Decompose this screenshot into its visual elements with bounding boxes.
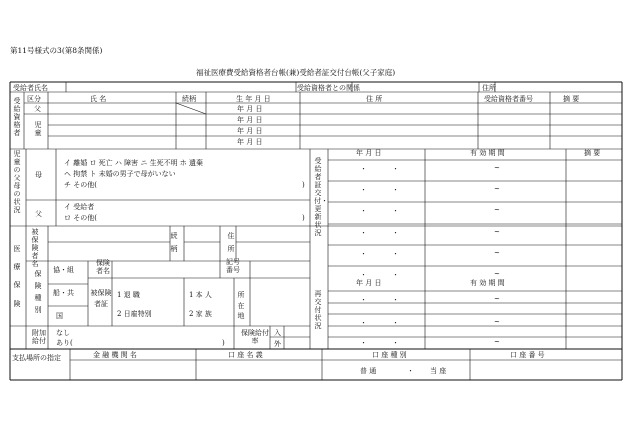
mother-close-paren: ) [302,181,305,189]
date-dot: ・ [360,229,367,237]
holder-label: 口 座 名 義 [228,351,263,359]
date-dot: ・ [392,271,399,279]
insured-label: 被保険者名 [31,228,39,269]
mother-label: 母 [35,171,42,179]
date-dot: ・ [392,229,399,237]
validity-tilde: ~ [494,249,500,257]
funaki-label: 船・共 [53,289,74,297]
rate-out-label: 外 [274,340,281,348]
acct-type-toza: 当 座 [430,367,447,375]
cert-label: 被保険者証 [90,289,112,308]
acct-number-label: 口 座 番 号 [510,351,545,359]
insurer-label: 保険者名 [96,259,110,276]
father-option-1: イ 受給者 [64,203,95,211]
form-title: 福祉医療費受給資格者台帳(兼)受給者証交付台帳(父子家庭) [196,68,396,77]
kigo-label: 記号番号 [226,258,240,275]
date-dot: ・ [392,339,399,347]
addon-none: なし [56,329,70,337]
validity-tilde: ~ [494,338,500,346]
father-row-label: 父 [34,105,41,113]
date-dot: ・ [360,207,367,215]
dob-row-2: 年 月 日 [237,116,263,124]
father-label: 父 [35,210,42,218]
ins-address-label: 住所 [227,232,235,254]
mother-options-1: イ 離婚 ロ 死亡 ハ 障害 ニ 生死不明 ホ 遺棄 [64,159,204,167]
date-dot: ・ [392,319,399,327]
mother-options-3: チ その他( [64,181,97,189]
address-label: 住所 [482,84,496,92]
date-dot: ・ [360,339,367,347]
form-number: 第11号様式の3(第8条関係) [10,46,103,55]
family-option: 2 家 族 [189,310,212,318]
date-dot: ・ [360,165,367,173]
grid-line [176,103,206,114]
child-row-label: 児 童 [34,121,42,138]
kubun-label: 区分 [27,95,41,103]
name-col-label: 氏 名 [90,95,107,103]
father-close-paren: ) [302,214,305,222]
dob-col-label: 生 年 月 日 [236,95,271,103]
date-dot: ・ [392,165,399,173]
dob-row-3: 年 月 日 [237,127,263,135]
applicant-name-label: 受給者氏名 [13,84,48,92]
addon-yes: あり( [56,339,73,347]
date-dot: ・ [392,186,399,194]
addon-label: 附加給付 [32,329,46,346]
validity-tilde: ~ [494,228,500,236]
date-dot: ・ [360,186,367,194]
self-option: 1 本 人 [189,291,212,299]
dob-row-4: 年 月 日 [237,138,263,146]
date-dot: ・ [392,250,399,258]
date-dot: ・ [360,296,367,304]
rate-in-label: 入 [274,329,281,337]
validity-tilde: ~ [494,270,500,278]
date-dot: ・ [392,207,399,215]
validity-tilde: ~ [494,206,500,214]
parents-side-label: 児童の父母の状況 [13,150,21,215]
issue-validity-label: 有 効 期 間 [470,149,505,157]
relation-label: 受給資格者との関係 [297,84,360,92]
addon-close-paren: ) [222,339,225,347]
location-label: 所在地 [237,291,245,320]
issue-remarks-label: 摘 要 [584,149,601,157]
kyokai-label: 協・組 [53,266,74,274]
reissue-validity-label: 有 効 期 間 [470,279,505,287]
remarks-col-label: 摘 要 [563,95,580,103]
payment-side-label: 支払場所の指定 [12,354,61,362]
reissue-ymd-label: 年 月 日 [356,279,382,287]
acct-type-futsu: 普 通 [360,367,377,375]
reissue-side-label: 再交付状況 [314,290,322,331]
issue-ymd-label: 年 月 日 [356,149,382,157]
ins-relation-label: 続柄 [170,232,178,254]
date-dot: ・ [360,250,367,258]
relation-col-label: 続柄 [182,95,196,103]
number-col-label: 受給資格者番号 [484,95,533,103]
date-dot: ・ [360,271,367,279]
date-dot: ・ [360,319,367,327]
eligible-side-label: 受給資格者 [13,97,21,138]
mother-options-2: ヘ 拘禁 ト 未婚の男子で母がいない [64,170,176,178]
ins-type-label: 保険種別 [34,270,42,314]
kuni-label: 国 [56,312,63,320]
validity-tilde: ~ [494,318,500,326]
acct-type-label: 口 座 種 別 [372,351,407,359]
address-col-label: 住 所 [366,95,383,103]
father-option-2: ロ その他( [64,214,97,222]
validity-tilde: ~ [494,295,500,303]
insurance-side-label: 医療保険 [13,245,21,308]
issue-side-label: 受給者証交付・更新状況 [314,157,328,238]
date-dot: ・ [392,296,399,304]
cert-option-2: 2 日雇特別 [117,310,152,318]
rate-label: 保険給付率 [241,329,269,346]
dob-row-1: 年 月 日 [237,105,263,113]
bank-label: 金 融 機 関 名 [93,351,137,359]
acct-type-dot: ・ [407,367,414,375]
validity-tilde: ~ [494,164,500,172]
cert-option-1: 1 退 職 [117,291,140,299]
validity-tilde: ~ [494,185,500,193]
